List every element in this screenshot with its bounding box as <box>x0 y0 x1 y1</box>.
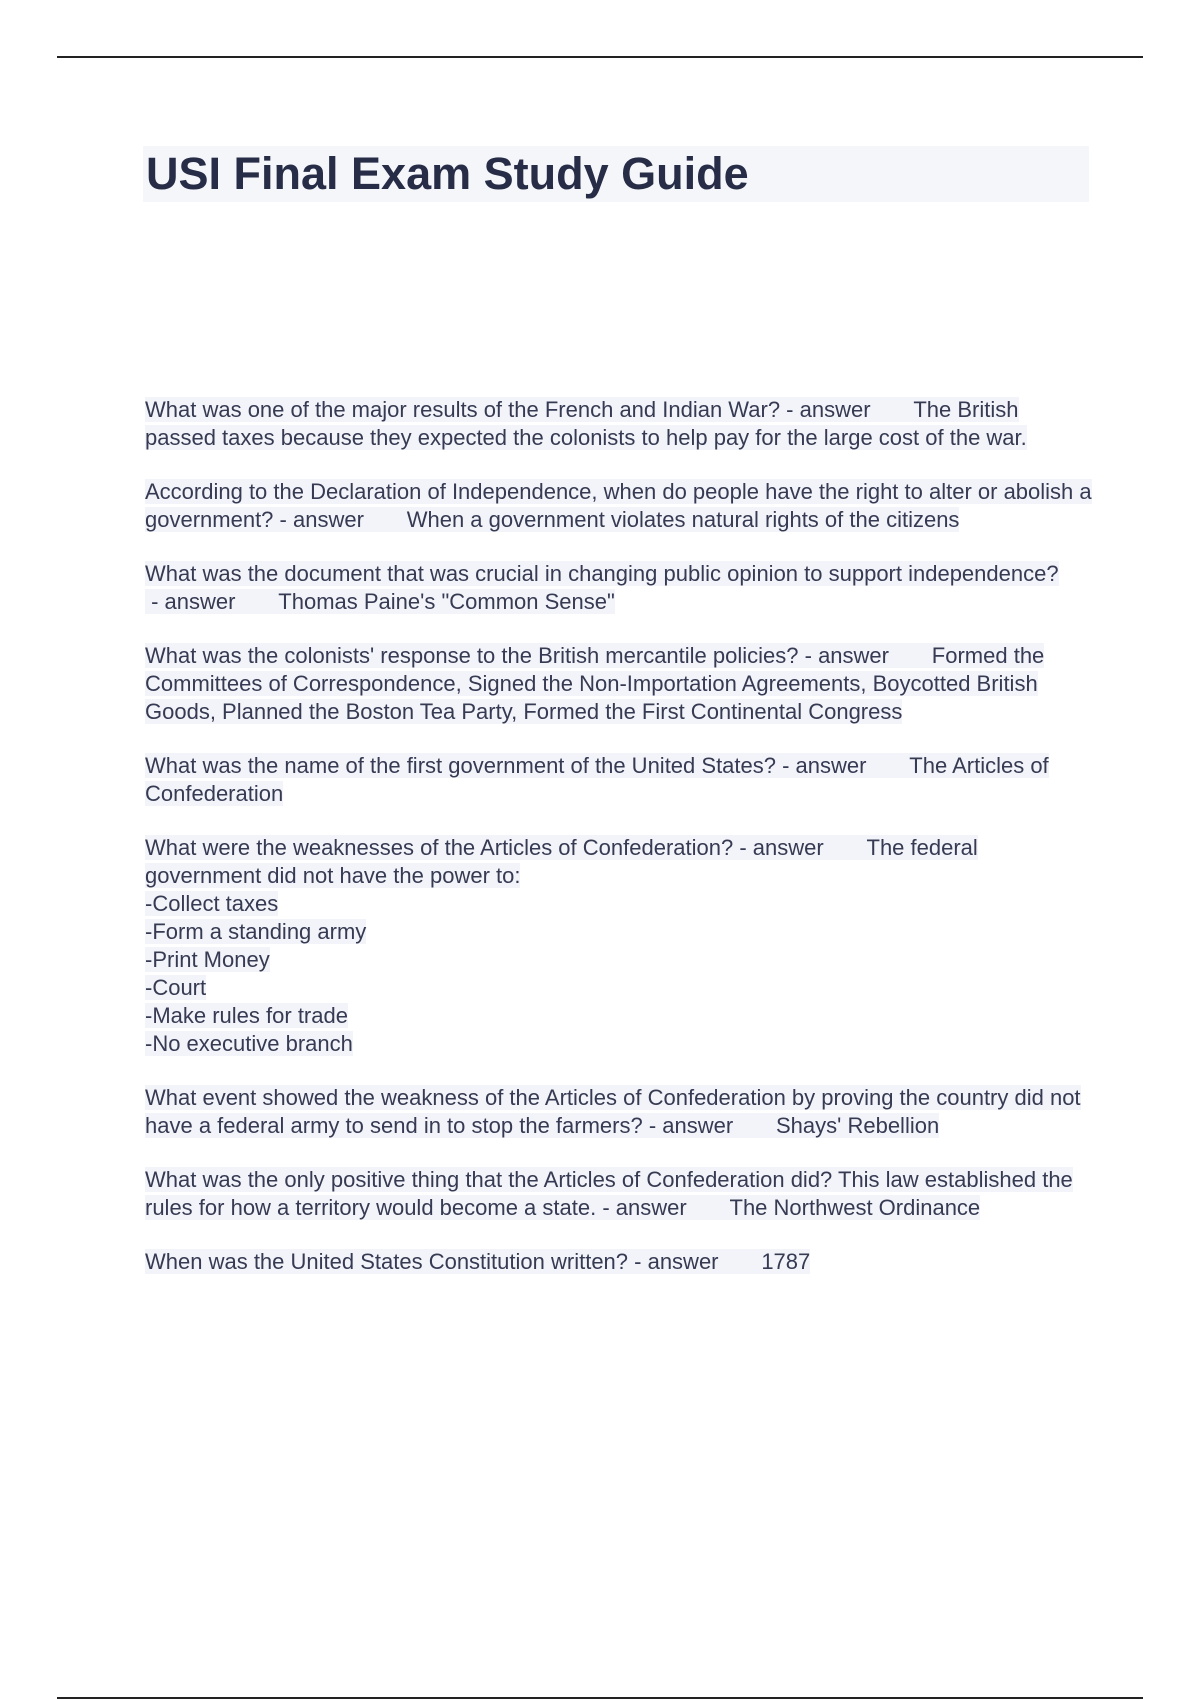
answer-text: Thomas Paine's "Common Sense" <box>278 589 615 614</box>
question-text: What was the name of the first government of the United States? <box>145 753 776 778</box>
bullet-item: -Court <box>145 975 207 1000</box>
qa-item <box>145 752 1095 808</box>
question-text: What was the colonists' response to the British mercantile policies? <box>145 643 799 668</box>
question-text: When was the United States Constitution written? <box>145 1249 629 1274</box>
qa-item <box>145 834 1095 1058</box>
answer-separator: - answer <box>798 643 896 668</box>
bottom-rule <box>57 1697 1143 1699</box>
answer-text: Formed the Committees of Correspondence, Signed the Non-Importation Agreements, Boycotted British Goods, Planned the Boston Tea Party, Formed the First Continental Congress <box>145 643 1045 724</box>
question-text: What was the only positive thing that the Articles of Confederation did? This law established the rules for how a territory would become a state. <box>145 1167 1073 1220</box>
answer-text: 1787 <box>761 1249 811 1274</box>
bullet-item: -No executive branch <box>145 1031 353 1056</box>
bullet-item: -Print Money <box>145 947 270 972</box>
answer-separator: - answer <box>596 1195 693 1220</box>
bullet-item: -Make rules for trade <box>145 1003 348 1028</box>
bullet-item: -Form a standing army <box>145 919 367 944</box>
qa-list <box>145 396 1095 1302</box>
question-text: What was the document that was crucial in changing public opinion to support independence? <box>145 561 1059 586</box>
answer-separator: - answer <box>273 507 371 532</box>
qa-item <box>145 478 1095 534</box>
top-rule <box>57 56 1143 58</box>
answer-text: The British passed taxes because they expected the colonists to help pay for the large cost of the war. <box>145 397 1027 450</box>
answer-text: When a government violates natural rights of the citizens <box>406 507 960 532</box>
question-text: What was one of the major results of the French and Indian War? <box>145 397 781 422</box>
qa-item <box>145 560 1095 616</box>
answer-separator: - answer <box>733 835 830 860</box>
document-title: USI Final Exam Study Guide <box>146 148 749 199</box>
qa-item <box>145 1248 1095 1276</box>
answer-separator: - answer <box>776 753 873 778</box>
bullet-list <box>145 890 1095 1058</box>
answer-text: The Northwest Ordinance <box>729 1195 981 1220</box>
answer-text: The federal government did not have the power to: <box>145 835 978 888</box>
answer-separator: - answer <box>628 1249 725 1274</box>
question-text: According to the Declaration of Independence, when do people have the right to alter or abolish a government? <box>145 479 1092 532</box>
answer-text: The Articles of Confederation <box>145 753 1049 806</box>
bullet-item: -Collect taxes <box>145 891 279 916</box>
answer-text: Shays' Rebellion <box>776 1113 940 1138</box>
answer-separator: - answer <box>780 397 877 422</box>
qa-item <box>145 1166 1095 1222</box>
answer-separator: - answer <box>145 589 242 614</box>
qa-item <box>145 642 1095 726</box>
question-text: What were the weaknesses of the Articles of Confederation? <box>145 835 734 860</box>
answer-separator: - answer <box>642 1113 740 1138</box>
question-text: What event showed the weakness of the Articles of Confederation by proving the country did not have a federal army to send in to stop the farmers? <box>145 1085 1081 1138</box>
qa-item <box>145 396 1095 452</box>
qa-item <box>145 1084 1095 1140</box>
